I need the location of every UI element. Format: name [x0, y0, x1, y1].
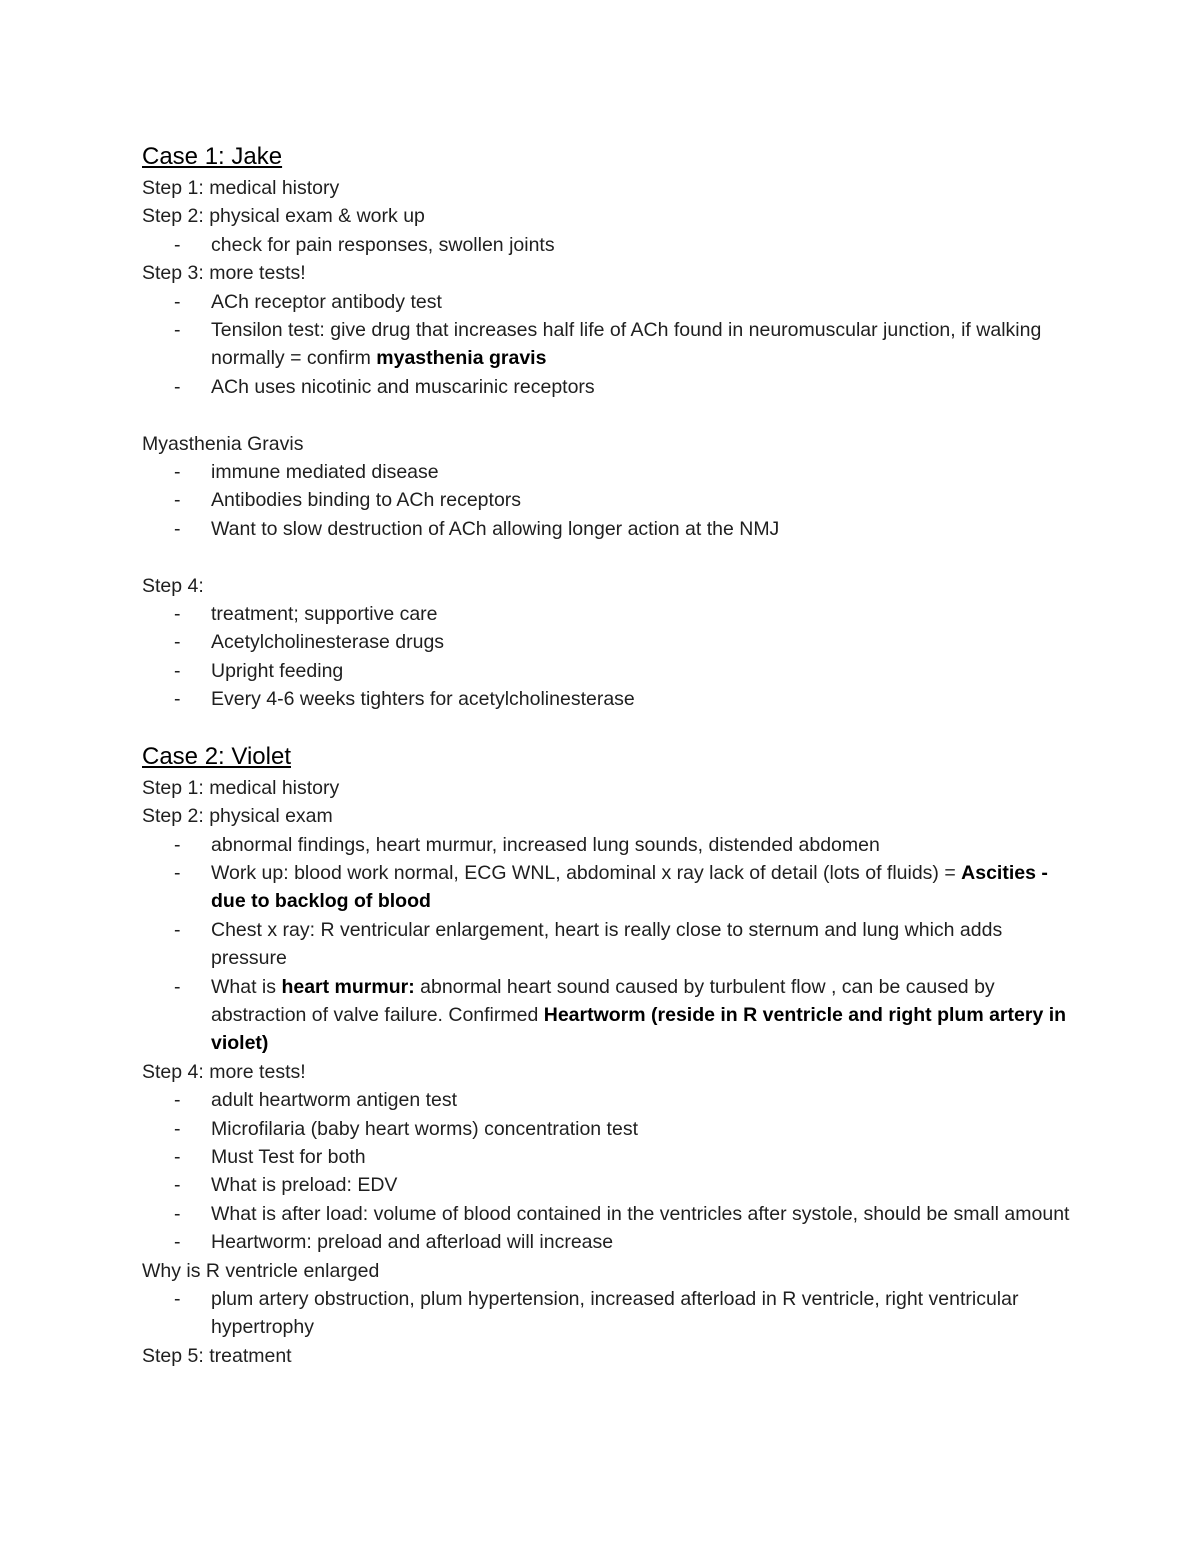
- bullet-dash: -: [174, 1117, 181, 1140]
- bold-diagnosis: Heartworm (reside in R ventricle and right plum artery in violet): [211, 1003, 1067, 1055]
- case1-step3-list: [142, 288, 1072, 402]
- list-item: - Antibodies binding to ACh receptors: [142, 486, 1072, 514]
- list-item: - adult heartworm antigen test: [142, 1086, 1072, 1114]
- list-item: - ACh uses nicotinic and muscarinic receptors: [142, 373, 1072, 401]
- case2-why-heading: Why is R ventricle enlarged: [142, 1259, 380, 1282]
- bullet-dash: -: [174, 861, 181, 884]
- list-item: - Microfilaria (baby heart worms) concentration test: [142, 1115, 1072, 1143]
- list-item: - ACh receptor antibody test: [142, 288, 1072, 316]
- bullet-dash: -: [174, 918, 181, 941]
- bullet-dash: -: [174, 688, 181, 711]
- list-item: - Want to slow destruction of ACh allowing longer action at the NMJ: [142, 515, 1072, 543]
- list-item: - plum artery obstruction, plum hypertension, increased afterload in R ventricle, right ventricular hypertrophy: [142, 1285, 1072, 1342]
- list-item: - What is preload: EDV: [142, 1171, 1072, 1199]
- bold-diagnosis: myasthenia gravis: [376, 347, 547, 370]
- document-page: [142, 140, 1072, 1370]
- bullet-dash: -: [174, 233, 181, 256]
- bullet-dash: -: [174, 833, 181, 856]
- case2-step1: Step 1: medical history: [142, 776, 340, 799]
- mg-heading: Myasthenia Gravis: [142, 432, 304, 455]
- list-item: - Upright feeding: [142, 657, 1072, 685]
- case1-step2: Step 2: physical exam & work up: [142, 205, 425, 228]
- list-item: - immune mediated disease: [142, 458, 1072, 486]
- case2-step5: Step 5: treatment: [142, 1344, 292, 1367]
- list-item: - treatment; supportive care: [142, 600, 1072, 628]
- case1-step1: Step 1: medical history: [142, 177, 340, 199]
- list-item: - What is after load: volume of blood contained in the ventricles after systole, should be small amount: [142, 1200, 1072, 1228]
- list-item: - check for pain responses, swollen joints: [142, 231, 1072, 259]
- list-item: - Heartworm: preload and afterload will increase: [142, 1228, 1072, 1256]
- bullet-dash: -: [174, 631, 181, 654]
- case2-step2: Step 2: physical exam: [142, 805, 333, 828]
- mg-list: [142, 458, 1072, 543]
- case2-step2-list: [142, 831, 1072, 1058]
- bullet-dash: -: [174, 1174, 181, 1197]
- case1-title: Case 1: Jake: [142, 143, 283, 170]
- bullet-dash: -: [174, 517, 181, 540]
- case1-step2-list: [142, 231, 1072, 259]
- bullet-dash: -: [174, 1089, 181, 1112]
- list-item: - Chest x ray: R ventricular enlargement, heart is really close to sternum and lung which adds pressure: [142, 916, 1072, 973]
- list-item: - Work up: blood work normal, ECG WNL, abdominal x ray lack of detail (lots of fluids) = Ascities - due to backlog of blood: [142, 859, 1072, 916]
- case2-title: Case 2: Violet: [142, 742, 291, 770]
- bold-term: heart murmur:: [281, 975, 415, 998]
- list-item: - What is heart murmur: abnormal heart sound caused by turbulent flow , can be caused by abstraction of valve failure. Confirmed Heartworm (reside in R ventricle and right plum artery in violet): [142, 973, 1072, 1058]
- bullet-dash: -: [174, 319, 181, 342]
- bullet-dash: -: [174, 1202, 181, 1225]
- bullet-dash: -: [174, 290, 181, 313]
- case2-step4-list: [142, 1086, 1072, 1256]
- list-item: - abnormal findings, heart murmur, increased lung sounds, distended abdomen: [142, 831, 1072, 859]
- bold-diagnosis: Ascities - due to backlog of blood: [211, 861, 1048, 913]
- bullet-dash: -: [174, 1231, 181, 1254]
- bullet-dash: -: [174, 461, 181, 484]
- bullet-dash: -: [174, 603, 181, 626]
- case1-step4: Step 4:: [142, 574, 204, 597]
- case1-step4-list: [142, 600, 1072, 714]
- bullet-dash: -: [174, 375, 181, 398]
- bullet-dash: -: [174, 489, 181, 512]
- list-item: - Acetylcholinesterase drugs: [142, 628, 1072, 656]
- bullet-dash: -: [174, 975, 181, 998]
- case2-step4: Step 4: more tests!: [142, 1060, 306, 1083]
- list-item: - Must Test for both: [142, 1143, 1072, 1171]
- list-item: - Every 4-6 weeks tighters for acetylcholinesterase: [142, 685, 1072, 713]
- bullet-dash: -: [174, 1145, 181, 1168]
- list-item: - Tensilon test: give drug that increases half life of ACh found in neuromuscular junction, if walking normally = confirm myasthenia gravis: [142, 316, 1072, 373]
- bullet-dash: -: [174, 659, 181, 682]
- case2-why-list: [142, 1285, 1072, 1342]
- bullet-dash: -: [174, 1288, 181, 1310]
- case1-step3: Step 3: more tests!: [142, 262, 306, 285]
